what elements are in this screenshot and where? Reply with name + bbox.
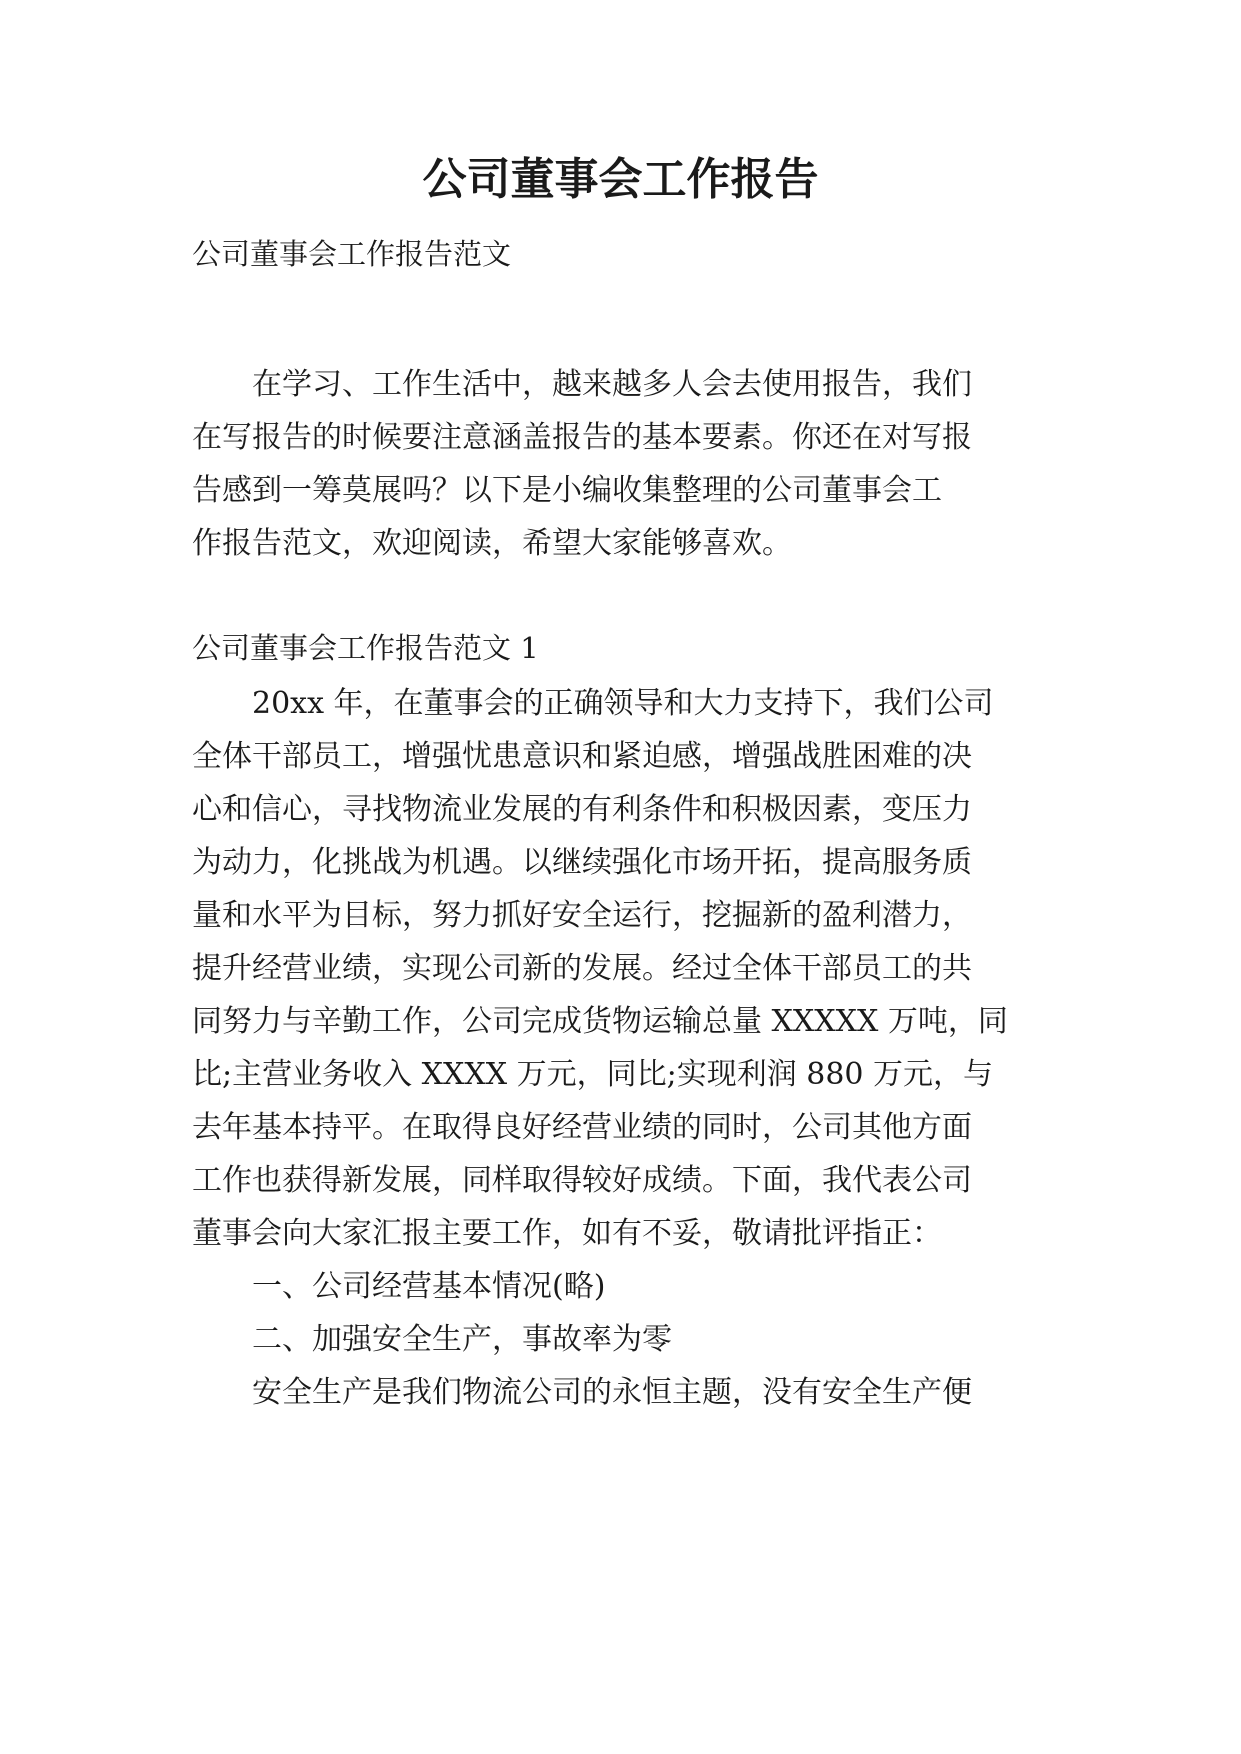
section-line-3: 心和信心，寻找物流业发展的有利条件和积极因素，变压力 [192, 792, 972, 827]
section-line-2: 全体干部员工，增强忧患意识和紧迫感，增强战胜困难的决 [192, 739, 972, 774]
section-line-1: 20xx 年，在董事会的正确领导和大力支持下，我们公司 [192, 686, 994, 721]
list-item-2: 二、加强安全生产，事故率为零 [192, 1322, 672, 1357]
document-subtitle: 公司董事会工作报告范文 [192, 237, 512, 271]
section-line-5: 量和水平为目标，努力抓好安全运行，挖掘新的盈利潜力， [192, 898, 972, 933]
section-line-4: 为动力，化挑战为机遇。以继续强化市场开拓，提高服务质 [192, 845, 972, 880]
section-line-11: 董事会向大家汇报主要工作，如有不妥，敬请批评指正： [192, 1216, 942, 1251]
section-line-10: 工作也获得新发展，同样取得较好成绩。下面，我代表公司 [192, 1163, 972, 1198]
section-line-6: 提升经营业绩，实现公司新的发展。经过全体干部员工的共 [192, 951, 972, 986]
list-item-1: 一、公司经营基本情况(略) [192, 1269, 606, 1304]
section-line-7: 同努力与辛勤工作，公司完成货物运输总量 XXXXX 万吨，同 [192, 1004, 1008, 1039]
intro-line-4: 作报告范文，欢迎阅读，希望大家能够喜欢。 [192, 526, 792, 561]
paragraph-line: 安全生产是我们物流公司的永恒主题，没有安全生产便 [192, 1375, 972, 1410]
section-heading: 公司董事会工作报告范文 1 [192, 631, 539, 665]
intro-line-2: 在写报告的时候要注意涵盖报告的基本要素。你还在对写报 [192, 420, 972, 455]
section-line-8: 比;主营业务收入 XXXX 万元，同比;实现利润 880 万元，与 [192, 1057, 994, 1092]
section-line-9: 去年基本持平。在取得良好经营业绩的同时，公司其他方面 [192, 1110, 972, 1145]
document-title: 公司董事会工作报告 [422, 154, 819, 205]
intro-line-1: 在学习、工作生活中，越来越多人会去使用报告，我们 [192, 367, 972, 402]
intro-line-3: 告感到一筹莫展吗？以下是小编收集整理的公司董事会工 [192, 473, 942, 508]
